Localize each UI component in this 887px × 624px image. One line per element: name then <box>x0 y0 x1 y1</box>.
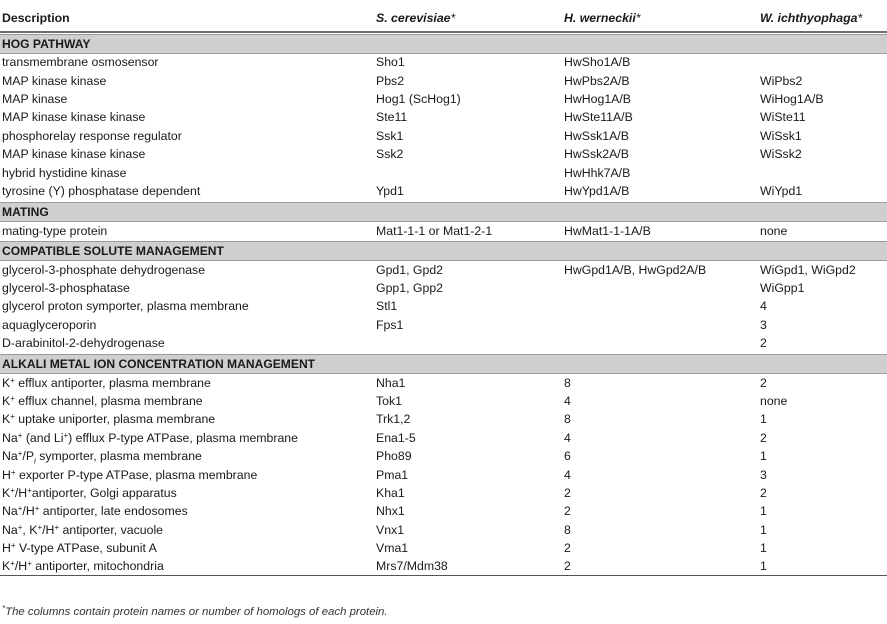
w-ichthyophaga-cell: 2 <box>760 336 767 351</box>
description-cell: Na+ (and Li+) efflux P-type ATPase, plasma membrane <box>2 430 298 445</box>
h-werneckii-cell <box>562 279 758 297</box>
table-row <box>0 108 887 126</box>
table-row <box>0 521 887 539</box>
h-werneckii-cell: 2 <box>562 557 758 575</box>
h-werneckii-cell: HwHog1A/B <box>564 91 631 106</box>
w-ichthyophaga-cell: none <box>760 394 788 409</box>
description-cell: K+/H+antiporter, Golgi apparatus <box>2 486 177 500</box>
h-werneckii-cell: HwHhk7A/B <box>564 165 631 180</box>
table-row <box>0 297 887 315</box>
description-cell: hybrid hystidine kinase <box>2 165 127 180</box>
description-cell: MAP kinase kinase kinase <box>2 147 146 162</box>
section-title: HOG PATHWAY <box>0 34 887 53</box>
h-werneckii-cell: HwSsk2A/B <box>564 147 629 162</box>
description-cell: K+ efflux channel, plasma membrane <box>2 394 203 409</box>
s-cerevisiae-cell <box>374 334 562 352</box>
section-header <box>0 34 887 53</box>
description-cell: aquaglyceroporin <box>2 317 97 332</box>
description-cell: Na+/H+ antiporter, late endosomes <box>2 504 188 519</box>
table-row <box>0 71 887 89</box>
s-cerevisiae-cell <box>374 163 562 181</box>
header-description: Description <box>0 4 374 32</box>
w-ichthyophaga-cell: WiGpp1 <box>760 281 805 296</box>
s-cerevisiae-cell: Mrs7/Mdm38 <box>374 557 562 575</box>
h-werneckii-cell: 2 <box>564 504 571 519</box>
section-header <box>0 242 887 261</box>
w-ichthyophaga-cell: 1 <box>760 522 767 537</box>
s-cerevisiae-cell: Pho89 <box>376 449 412 464</box>
w-ichthyophaga-cell: 3 <box>760 317 767 332</box>
w-ichthyophaga-cell <box>758 163 887 181</box>
h-werneckii-cell: 4 <box>564 430 571 445</box>
w-ichthyophaga-cell: 1 <box>760 412 767 427</box>
h-werneckii-cell: 8 <box>564 375 571 390</box>
description-cell: H+ V-type ATPase, subunit A <box>2 541 157 556</box>
w-ichthyophaga-cell: 4 <box>760 299 767 314</box>
w-ichthyophaga-cell: WiHog1A/B <box>760 91 824 106</box>
s-cerevisiae-cell: Pbs2 <box>376 73 405 88</box>
header-h-werneckii: H. werneckii* <box>562 4 758 32</box>
description-cell: tyrosine (Y) phosphatase dependent <box>2 183 201 198</box>
table-row <box>0 182 887 200</box>
s-cerevisiae-cell: Nhx1 <box>376 504 405 519</box>
footnote-marker: * <box>2 604 6 613</box>
s-cerevisiae-cell: Vma1 <box>376 541 409 556</box>
h-werneckii-cell: HwSho1A/B <box>564 55 631 70</box>
w-ichthyophaga-cell: WiSsk1 <box>760 128 802 143</box>
description-cell: MAP kinase <box>2 91 68 106</box>
w-ichthyophaga-cell: 1 <box>760 504 767 519</box>
h-werneckii-cell: HwSsk1A/B <box>564 128 629 143</box>
description-cell: K+ efflux antiporter, plasma membrane <box>2 375 211 390</box>
table-row <box>0 373 887 391</box>
header-row <box>0 4 887 32</box>
s-cerevisiae-cell: Hog1 (ScHog1) <box>376 91 461 106</box>
table-row <box>0 163 887 181</box>
header-w-ichthyophaga: W. ichthyophaga* <box>758 4 887 32</box>
section-title: MATING <box>0 202 887 221</box>
description-cell: glycerol proton symporter, plasma membrane <box>2 299 249 314</box>
description-cell: MAP kinase kinase <box>2 73 107 88</box>
table-row <box>0 316 887 334</box>
s-cerevisiae-cell: Ste11 <box>376 110 408 125</box>
table-row <box>0 127 887 145</box>
table-row <box>0 465 887 483</box>
w-ichthyophaga-cell: 1 <box>760 449 767 464</box>
s-cerevisiae-cell: Tok1 <box>376 394 402 409</box>
description-cell: transmembrane osmosensor <box>2 55 159 70</box>
w-ichthyophaga-cell: WiYpd1 <box>760 183 803 198</box>
s-cerevisiae-cell: Sho1 <box>376 55 405 70</box>
table-row <box>0 392 887 410</box>
w-ichthyophaga-cell: 3 <box>760 467 767 482</box>
h-werneckii-cell <box>562 297 758 315</box>
h-werneckii-cell <box>562 334 758 352</box>
table-body <box>0 32 887 576</box>
description-cell: phosphorelay response regulator <box>2 128 182 143</box>
header-s-cerevisiae: S. cerevisiae* <box>374 4 562 32</box>
table-header <box>0 4 887 32</box>
table-row <box>0 429 887 447</box>
s-cerevisiae-cell: Ssk1 <box>376 128 404 143</box>
table-row <box>0 221 887 239</box>
section-title: ALKALI METAL ION CONCENTRATION MANAGEMENT <box>0 354 887 373</box>
w-ichthyophaga-cell: 1 <box>758 557 887 575</box>
h-werneckii-cell <box>562 316 758 334</box>
h-werneckii-cell: HwMat1-1-1A/B <box>564 223 651 238</box>
description-cell: H+ exporter P-type ATPase, plasma membrane <box>2 467 258 482</box>
h-werneckii-cell: 4 <box>564 467 571 482</box>
s-cerevisiae-cell: Nha1 <box>376 375 406 390</box>
table-row <box>0 484 887 502</box>
description-cell: glycerol-3-phosphate dehydrogenase <box>2 262 206 277</box>
w-ichthyophaga-cell: 2 <box>760 375 767 390</box>
s-cerevisiae-cell: Trk1,2 <box>376 412 411 427</box>
s-cerevisiae-cell: Gpp1, Gpp2 <box>376 281 443 296</box>
w-ichthyophaga-cell: WiPbs2 <box>760 73 803 88</box>
w-ichthyophaga-cell: 1 <box>760 541 767 556</box>
w-ichthyophaga-cell: WiGpd1, WiGpd2 <box>760 262 856 277</box>
section-header <box>0 354 887 373</box>
h-werneckii-cell: 4 <box>564 394 571 409</box>
h-werneckii-cell: HwYpd1A/B <box>564 183 630 198</box>
w-ichthyophaga-cell: WiSte11 <box>760 110 806 125</box>
table-row <box>0 334 887 352</box>
table-row <box>0 447 887 465</box>
w-ichthyophaga-cell <box>758 53 887 71</box>
table-row <box>0 261 887 279</box>
footnote-text: The columns contain protein names or number of homologs of each protein. <box>5 606 388 618</box>
s-cerevisiae-cell: Ssk2 <box>376 147 404 162</box>
s-cerevisiae-cell: Vnx1 <box>376 522 405 537</box>
section-title: COMPATIBLE SOLUTE MANAGEMENT <box>0 242 887 261</box>
w-ichthyophaga-cell: none <box>760 223 788 238</box>
s-cerevisiae-cell: Kha1 <box>376 486 405 500</box>
section-header <box>0 202 887 221</box>
description-cell: D-arabinitol-2-dehydrogenase <box>2 336 165 351</box>
description-cell: MAP kinase kinase kinase <box>2 110 146 125</box>
description-cell: glycerol-3-phosphatase <box>2 281 130 296</box>
w-ichthyophaga-cell: 2 <box>760 430 767 445</box>
h-werneckii-cell: 2 <box>564 486 571 500</box>
s-cerevisiae-cell: Stl1 <box>376 299 398 314</box>
h-werneckii-cell: HwPbs2A/B <box>564 73 630 88</box>
table-row <box>0 279 887 297</box>
table-row <box>0 145 887 163</box>
table-row <box>0 557 887 575</box>
table-row <box>0 502 887 520</box>
h-werneckii-cell: 2 <box>564 541 571 556</box>
table-row <box>0 90 887 108</box>
h-werneckii-cell: HwSte11A/B <box>564 110 633 125</box>
s-cerevisiae-cell: Pma1 <box>376 467 409 482</box>
s-cerevisiae-cell: Fps1 <box>376 317 404 332</box>
homologs-table <box>0 4 887 576</box>
description-cell: $Na^+/P_i$ symporter, plasma membrane <box>2 449 202 466</box>
description-cell: K+/H+ antiporter, mitochondria <box>0 557 374 575</box>
s-cerevisiae-cell: Ypd1 <box>376 183 404 198</box>
table-row <box>0 410 887 428</box>
description-cell: mating-type protein <box>2 223 108 238</box>
h-werneckii-cell: 8 <box>564 522 571 537</box>
table-row <box>0 539 887 557</box>
h-werneckii-cell: 6 <box>564 449 571 464</box>
description-cell: Na+, K+/H+ antiporter, vacuole <box>2 522 164 537</box>
table-row <box>0 53 887 71</box>
h-werneckii-cell: HwGpd1A/B, HwGpd2A/B <box>564 262 707 277</box>
footnote <box>2 606 388 618</box>
w-ichthyophaga-cell: WiSsk2 <box>760 147 802 162</box>
s-cerevisiae-cell: Mat1-1-1 or Mat1-2-1 <box>376 223 493 238</box>
w-ichthyophaga-cell: 2 <box>760 486 767 500</box>
s-cerevisiae-cell: Gpd1, Gpd2 <box>376 262 443 277</box>
s-cerevisiae-cell: Ena1-5 <box>376 430 416 445</box>
h-werneckii-cell: 8 <box>564 412 571 427</box>
description-cell: K+ uptake uniporter, plasma membrane <box>2 412 216 427</box>
